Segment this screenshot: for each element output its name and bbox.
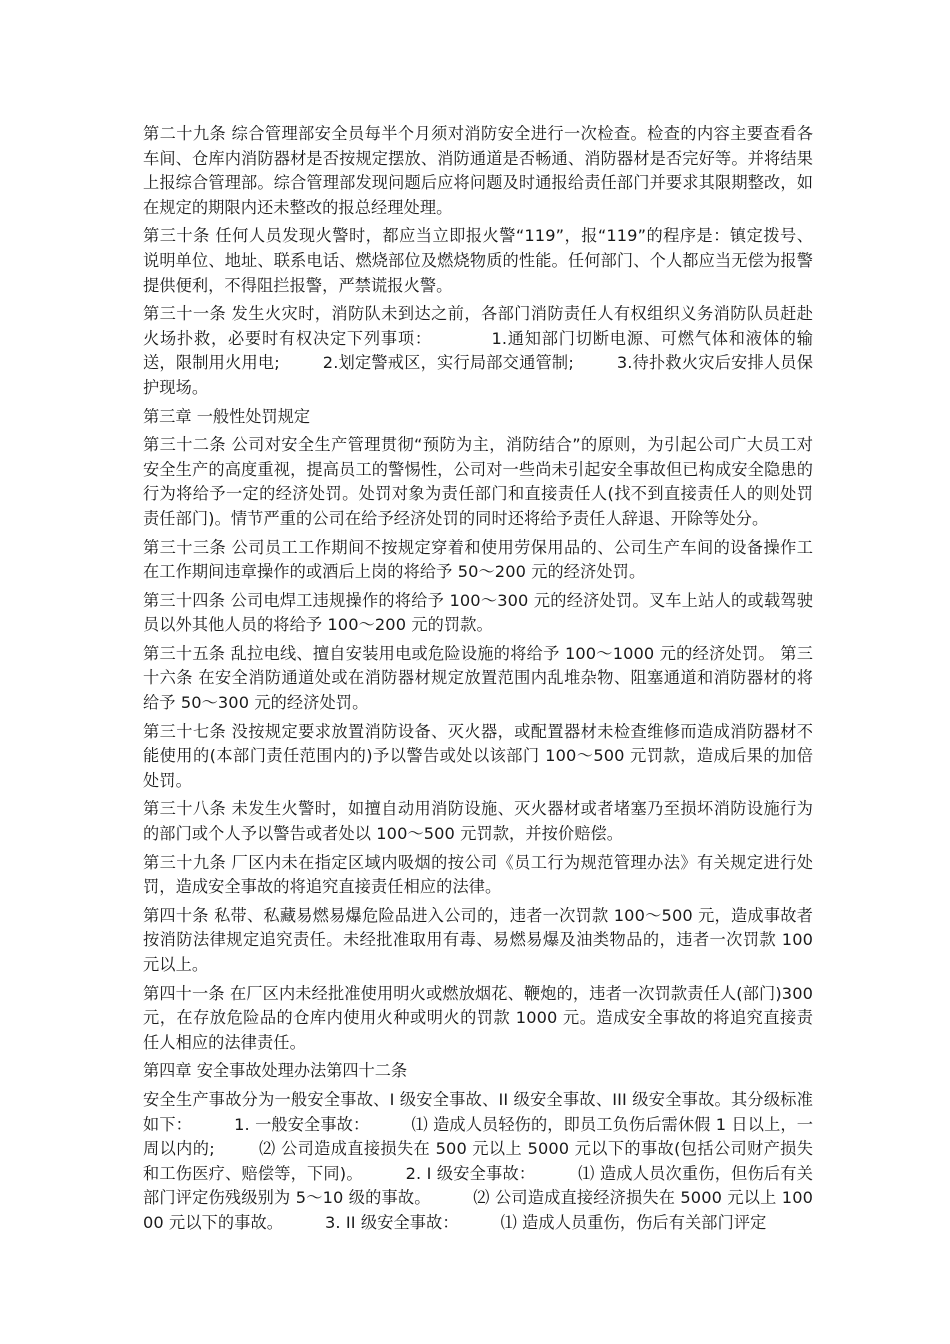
article-42-body: 安全生产事故分为一般安全事故、I 级安全事故、II 级安全事故、III 级安全事故。其分级标准如下： 1. 一般安全事故： ⑴ 造成人员轻伤的，即员工负伤后需休假 1 日以上，一周以内的; ⑵ 公司造成直接损失在 500 元以上 5000 元以下的事故(包括公司财产损失和工伤医疗、赔偿等，下同)。 2. I 级安全事故： ⑴ 造成人员次重伤，但伤后有关部门评定伤残级别为 5～10 级的事故。 ⑵ 公司造成直接经济损失在 5000 元以上 10000 元以下的事故。 3. II 级安全事故： ⑴ 造成人员重伤，伤后有关部门评定 [143,1089,813,1232]
article-38: 第三十八条 未发生火警时，如擅自动用消防设施、灭火器材或者堵塞乃至损坏消防设施行为的部门或个人予以警告或者处以 100～500 元罚款，并按价赔偿。 [143,799,813,844]
chapter-3-heading: 第三章 一般性处罚规定 [143,406,311,426]
article-30: 第三十条 任何人员发现火警时，都应当立即报火警“119”，报“119”的程序是：镇定拨号、说明单位、地址、联系电话、燃烧部位及燃烧物质的性能。任何部门、个人都应当无偿为报警提供便利，不得阻拦报警，严禁谎报火警。 [143,226,813,295]
chapter-4-heading: 第四章 安全事故处理办法第四十二条 [143,1061,408,1081]
article-33: 第三十三条 公司员工工作期间不按规定穿着和使用劳保用品的、公司生产车间的设备操作工在工作期间违章操作的或酒后上岗的将给予 50～200 元的经济处罚。 [143,537,813,582]
article-35-36: 第三十五条 乱拉电线、擅自安装用电或危险设施的将给予 100～1000 元的经济处罚。 第三十六条 在安全消防通道处或在消防器材规定放置范围内乱堆杂物、阻塞通道和消防器材的将给予 50～300 元的经济处罚。 [143,643,813,713]
article-29: 第二十九条 综合管理部安全员每半个月须对消防安全进行一次检查。检查的内容主要查看各车间、仓库内消防器材是否按规定摆放、消防通道是否畅通、消防器材是否完好等。并将结果上报综合管理部。综合管理部发现问题后应将问题及时通报给责任部门并要求其限期整改，如在规定的期限内还未整改的报总经理处理。 [143,124,813,217]
article-41: 第四十一条 在厂区内未经批准使用明火或燃放烟花、鞭炮的，违者一次罚款责任人(部门)300 元，在存放危险品的仓库内使用火种或明火的罚款 1000 元。造成安全事故的将追究直接责任人相应的法律责任。 [143,983,819,1052]
article-31: 第三十一条 发生火灾时，消防队未到达之前，各部门消防责任人有权组织义务消防队员赶赴火场扑救，必要时有权决定下列事项： 1.通知部门切断电源、可燃气体和液体的输送，限制用火用电; 2.划定警戒区，实行局部交通管制; 3.待扑救火灾后安排人员保护现场。 [143,304,813,397]
article-32: 第三十二条 公司对安全生产管理贯彻“预防为主，消防结合”的原则，为引起公司广大员工对安全生产的高度重视，提高员工的警惕性，公司对一些尚未引起安全事故但已构成安全隐患的行为将给予一定的经济处罚。处罚对象为责任部门和直接责任人(找不到直接责任人的则处罚责任部门)。情节严重的公司在给予经济处罚的同时还将给予责任人辞退、开除等处分。 [143,435,813,528]
article-39: 第三十九条 厂区内未在指定区域内吸烟的按公司《员工行为规范管理办法》有关规定进行处罚，造成安全事故的将追究直接责任相应的法律。 [143,852,813,897]
article-40: 第四十条 私带、私藏易燃易爆危险品进入公司的，违者一次罚款 100～500 元，造成事故者按消防法律规定追究责任。未经批准取用有毒、易燃易爆及油类物品的，违者一次罚款 100 元以上。 [143,905,819,974]
article-34: 第三十四条 公司电焊工违规操作的将给予 100～300 元的经济处罚。叉车上站人的或载驾驶员以外其他人员的将给予 100～200 元的罚款。 [143,590,813,635]
article-37: 第三十七条 没按规定要求放置消防设备、灭火器，或配置器材未检查维修而造成消防器材不能使用的(本部门责任范围内的)予以警告或处以该部门 100～500 元罚款，造成后果的加倍处罚。 [143,721,813,790]
document-page [143,122,819,1240]
